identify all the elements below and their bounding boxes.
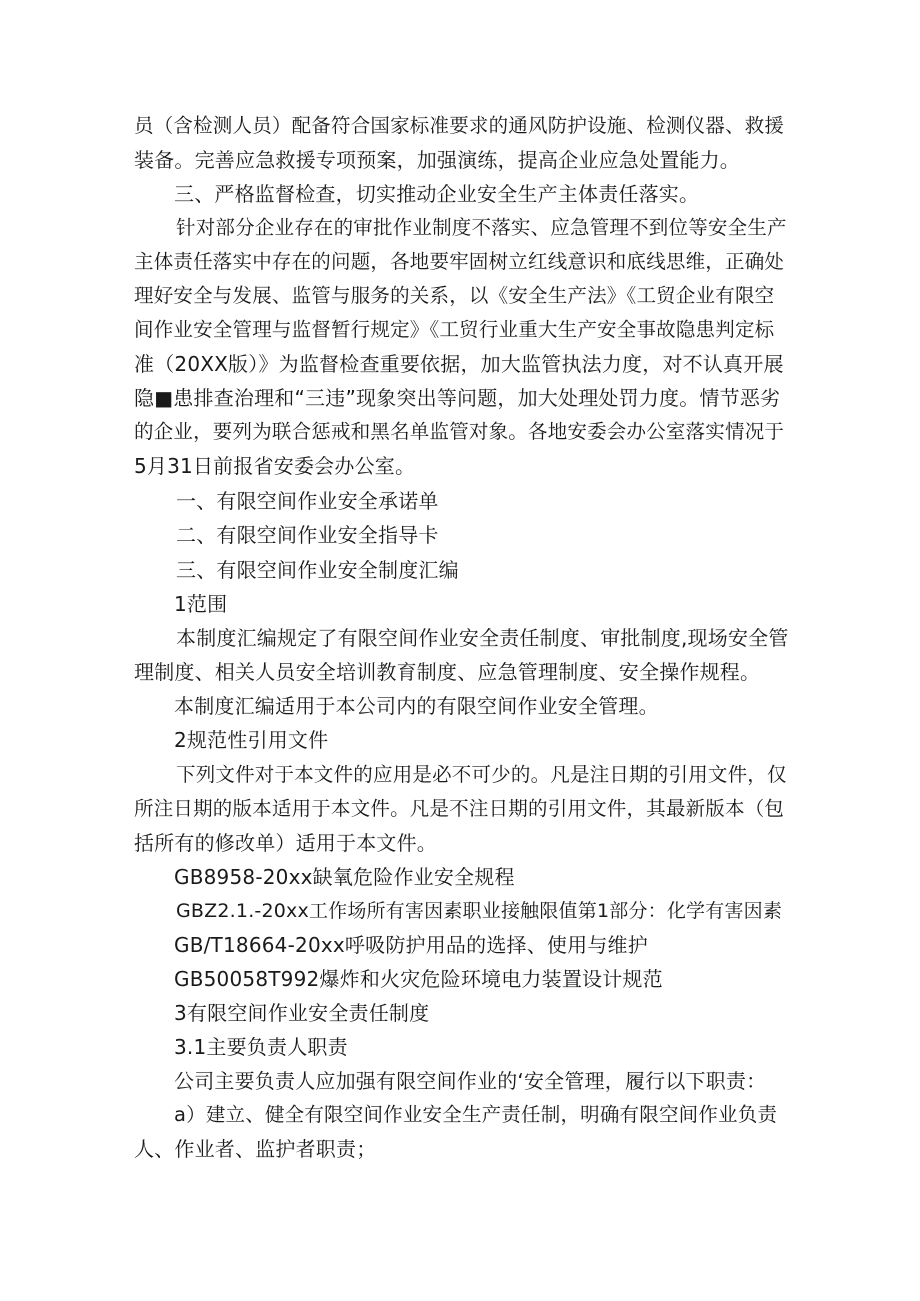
text-line: 主体责任落实中存在的问题，各地要牢固树立红线意识和底线思维，正确处 [134,250,785,273]
text-line: 下列文件对于本文件的应用是必不可少的。凡是注日期的引用文件，仅 [176,763,787,786]
subsection-heading: 3.1主要负责人职责 [174,1035,348,1059]
section-heading: 三、严格监督检查，切实推动企业安全生产主体责任落实。 [174,182,700,206]
reference-item: GB50058T992爆炸和火灾危险环境电力装置设计规范 [174,967,663,991]
section-heading: 2规范性引用文件 [174,728,329,752]
attachment-item: 三、有限空间作业安全制度汇编 [176,558,459,582]
text-line: 人、作业者、监护者职责； [134,1137,377,1161]
text-line: 准（20XX版）》为监督检查重要依据，加大监管执法力度，对不认真开展 [134,352,784,376]
text-line: 针对部分企业存在的审批作业制度不落实、应急管理不到位等安全生产 [176,216,787,239]
text-line: 员（含检测人员）配备符合国家标准要求的通风防护设施、检测仪器、救援 [134,114,785,137]
text-line: 隐■患排查治理和“三违”现象突出等问题，加大处理处罚力度。情节恶劣 [134,386,781,410]
text-line: 装备。完善应急救援专项预案，加强演练，提高企业应急处置能力。 [134,148,740,172]
text-line: 的企业，要列为联合惩戒和黑名单监管对象。各地安委会办公室落实情况于 [134,420,785,443]
text-line: 括所有的修改单）适用于本文件。 [134,831,437,855]
attachment-item: 一、有限空间作业安全承诺单 [176,489,439,513]
text-line: 公司主要负责人应加强有限空间作业的‘安全管理，履行以下职责： [174,1069,767,1093]
text-line: 本制度汇编规定了有限空间作业安全责任制度、审批制度,现场安全管 [176,626,789,650]
section-heading: 1范围 [174,592,228,616]
attachment-item: 二、有限空间作业安全指导卡 [176,523,439,547]
reference-item: GBZ2.1.-20xx工作场所有害因素职业接触限值第1部分：化学有害因素 [176,900,783,922]
text-line: 本制度汇编适用于本公司内的有限空间作业安全管理。 [174,694,659,718]
text-line: 理好安全与发展、监管与服务的关系，以《安全生产法》《工贸企业有限空 [134,284,775,307]
section-heading: 3有限空间作业安全责任制度 [174,1001,430,1025]
list-item: a）建立、健全有限空间作业安全生产责任制，明确有限空间作业负责 [174,1103,778,1126]
text-line: 理制度、相关人员安全培训教育制度、应急管理制度、安全操作规程。 [134,660,761,684]
text-line: 所注日期的版本适用于本文件。凡是不注日期的引用文件，其最新版本（包 [134,797,785,820]
text-line: 5月31日前报省安委会办公室。 [134,454,416,478]
reference-item: GB/T18664-20xx呼吸防护用品的选择、使用与维护 [174,933,648,957]
text-line: 间作业安全管理与监督暂行规定》《工贸行业重大生产安全事故隐患判定标 [134,318,775,341]
reference-item: GB8958-20xx缺氧危险作业安全规程 [174,865,515,889]
